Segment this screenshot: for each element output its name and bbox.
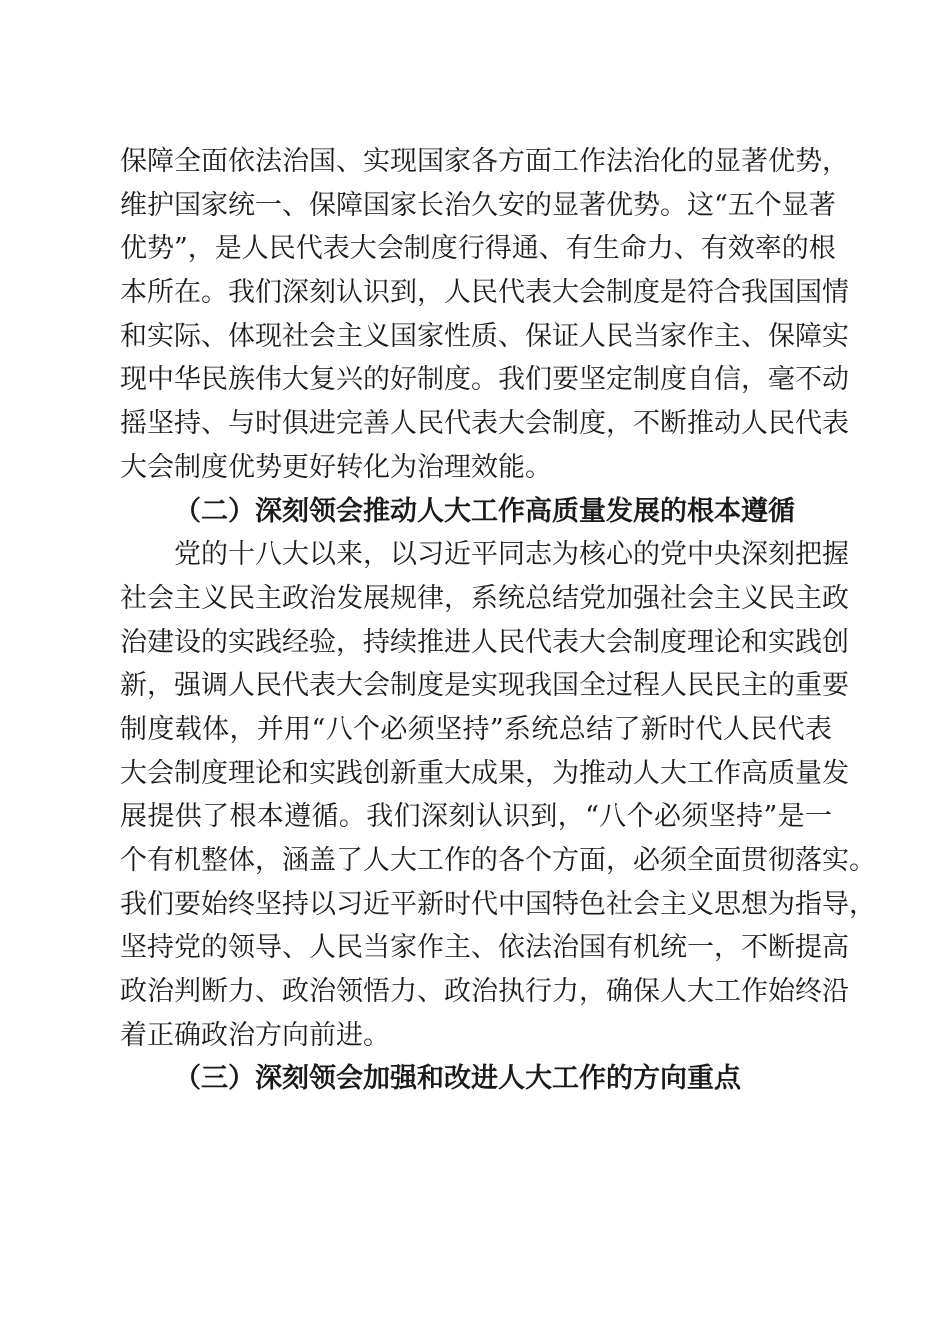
paragraph-line: 治建设的实践经验，持续推进人民代表大会制度理论和实践创 [120,626,849,658]
paragraph-line: 社会主义民主政治发展规律，系统总结党加强社会主义民主政 [120,582,849,614]
paragraph-line: 展提供了根本遵循。我们深刻认识到，“八个必须坚持”是一 [120,801,832,833]
paragraph-line: 着正确政治方向前进。 [120,1019,390,1051]
paragraph-line: 大会制度优势更好转化为治理效能。 [120,451,552,483]
paragraph-line: 和实际、体现社会主义国家性质、保证人民当家作主、保障实 [120,320,849,352]
paragraph-line: 大会制度理论和实践创新重大成果，为推动人大工作高质量发 [120,757,849,789]
paragraph-line: 新，强调人民代表大会制度是实现我国全过程人民民主的重要 [120,670,849,702]
paragraph-line: 摇坚持、与时俱进完善人民代表大会制度，不断推动人民代表 [120,408,849,440]
paragraph-line: 我们要始终坚持以习近平新时代中国特色社会主义思想为指导， [120,888,876,920]
section-heading: （二）深刻领会推动人大工作高质量发展的根本遵循 [174,495,795,527]
paragraph-line: 政治判断力、政治领悟力、政治执行力，确保人大工作始终沿 [120,976,849,1008]
document-body [120,140,876,1101]
paragraph-line: 党的十八大以来，以习近平同志为核心的党中央深刻把握 [174,539,849,571]
paragraph-line: 保障全面依法治国、实现国家各方面工作法治化的显著优势， [120,146,849,177]
paragraph-line: 个有机整体，涵盖了人大工作的各个方面，必须全面贯彻落实。 [120,845,876,876]
paragraph-line: 优势”，是人民代表大会制度行得通、有生命力、有效率的根 [120,233,836,265]
section-heading: （三）深刻领会加强和改进人大工作的方向重点 [174,1063,741,1095]
paragraph-line: 现中华民族伟大复兴的好制度。我们要坚定制度自信，毫不动 [120,364,849,396]
paragraph-line: 坚持党的领导、人民当家作主、依法治国有机统一，不断提高 [120,932,849,964]
paragraph-line: 本所在。我们深刻认识到，人民代表大会制度是符合我国国情 [120,277,849,309]
paragraph-line: 维护国家统一、保障国家长治久安的显著优势。这“五个显著 [120,189,836,221]
paragraph-line: 制度载体，并用“八个必须坚持”系统总结了新时代人民代表 [120,713,832,745]
